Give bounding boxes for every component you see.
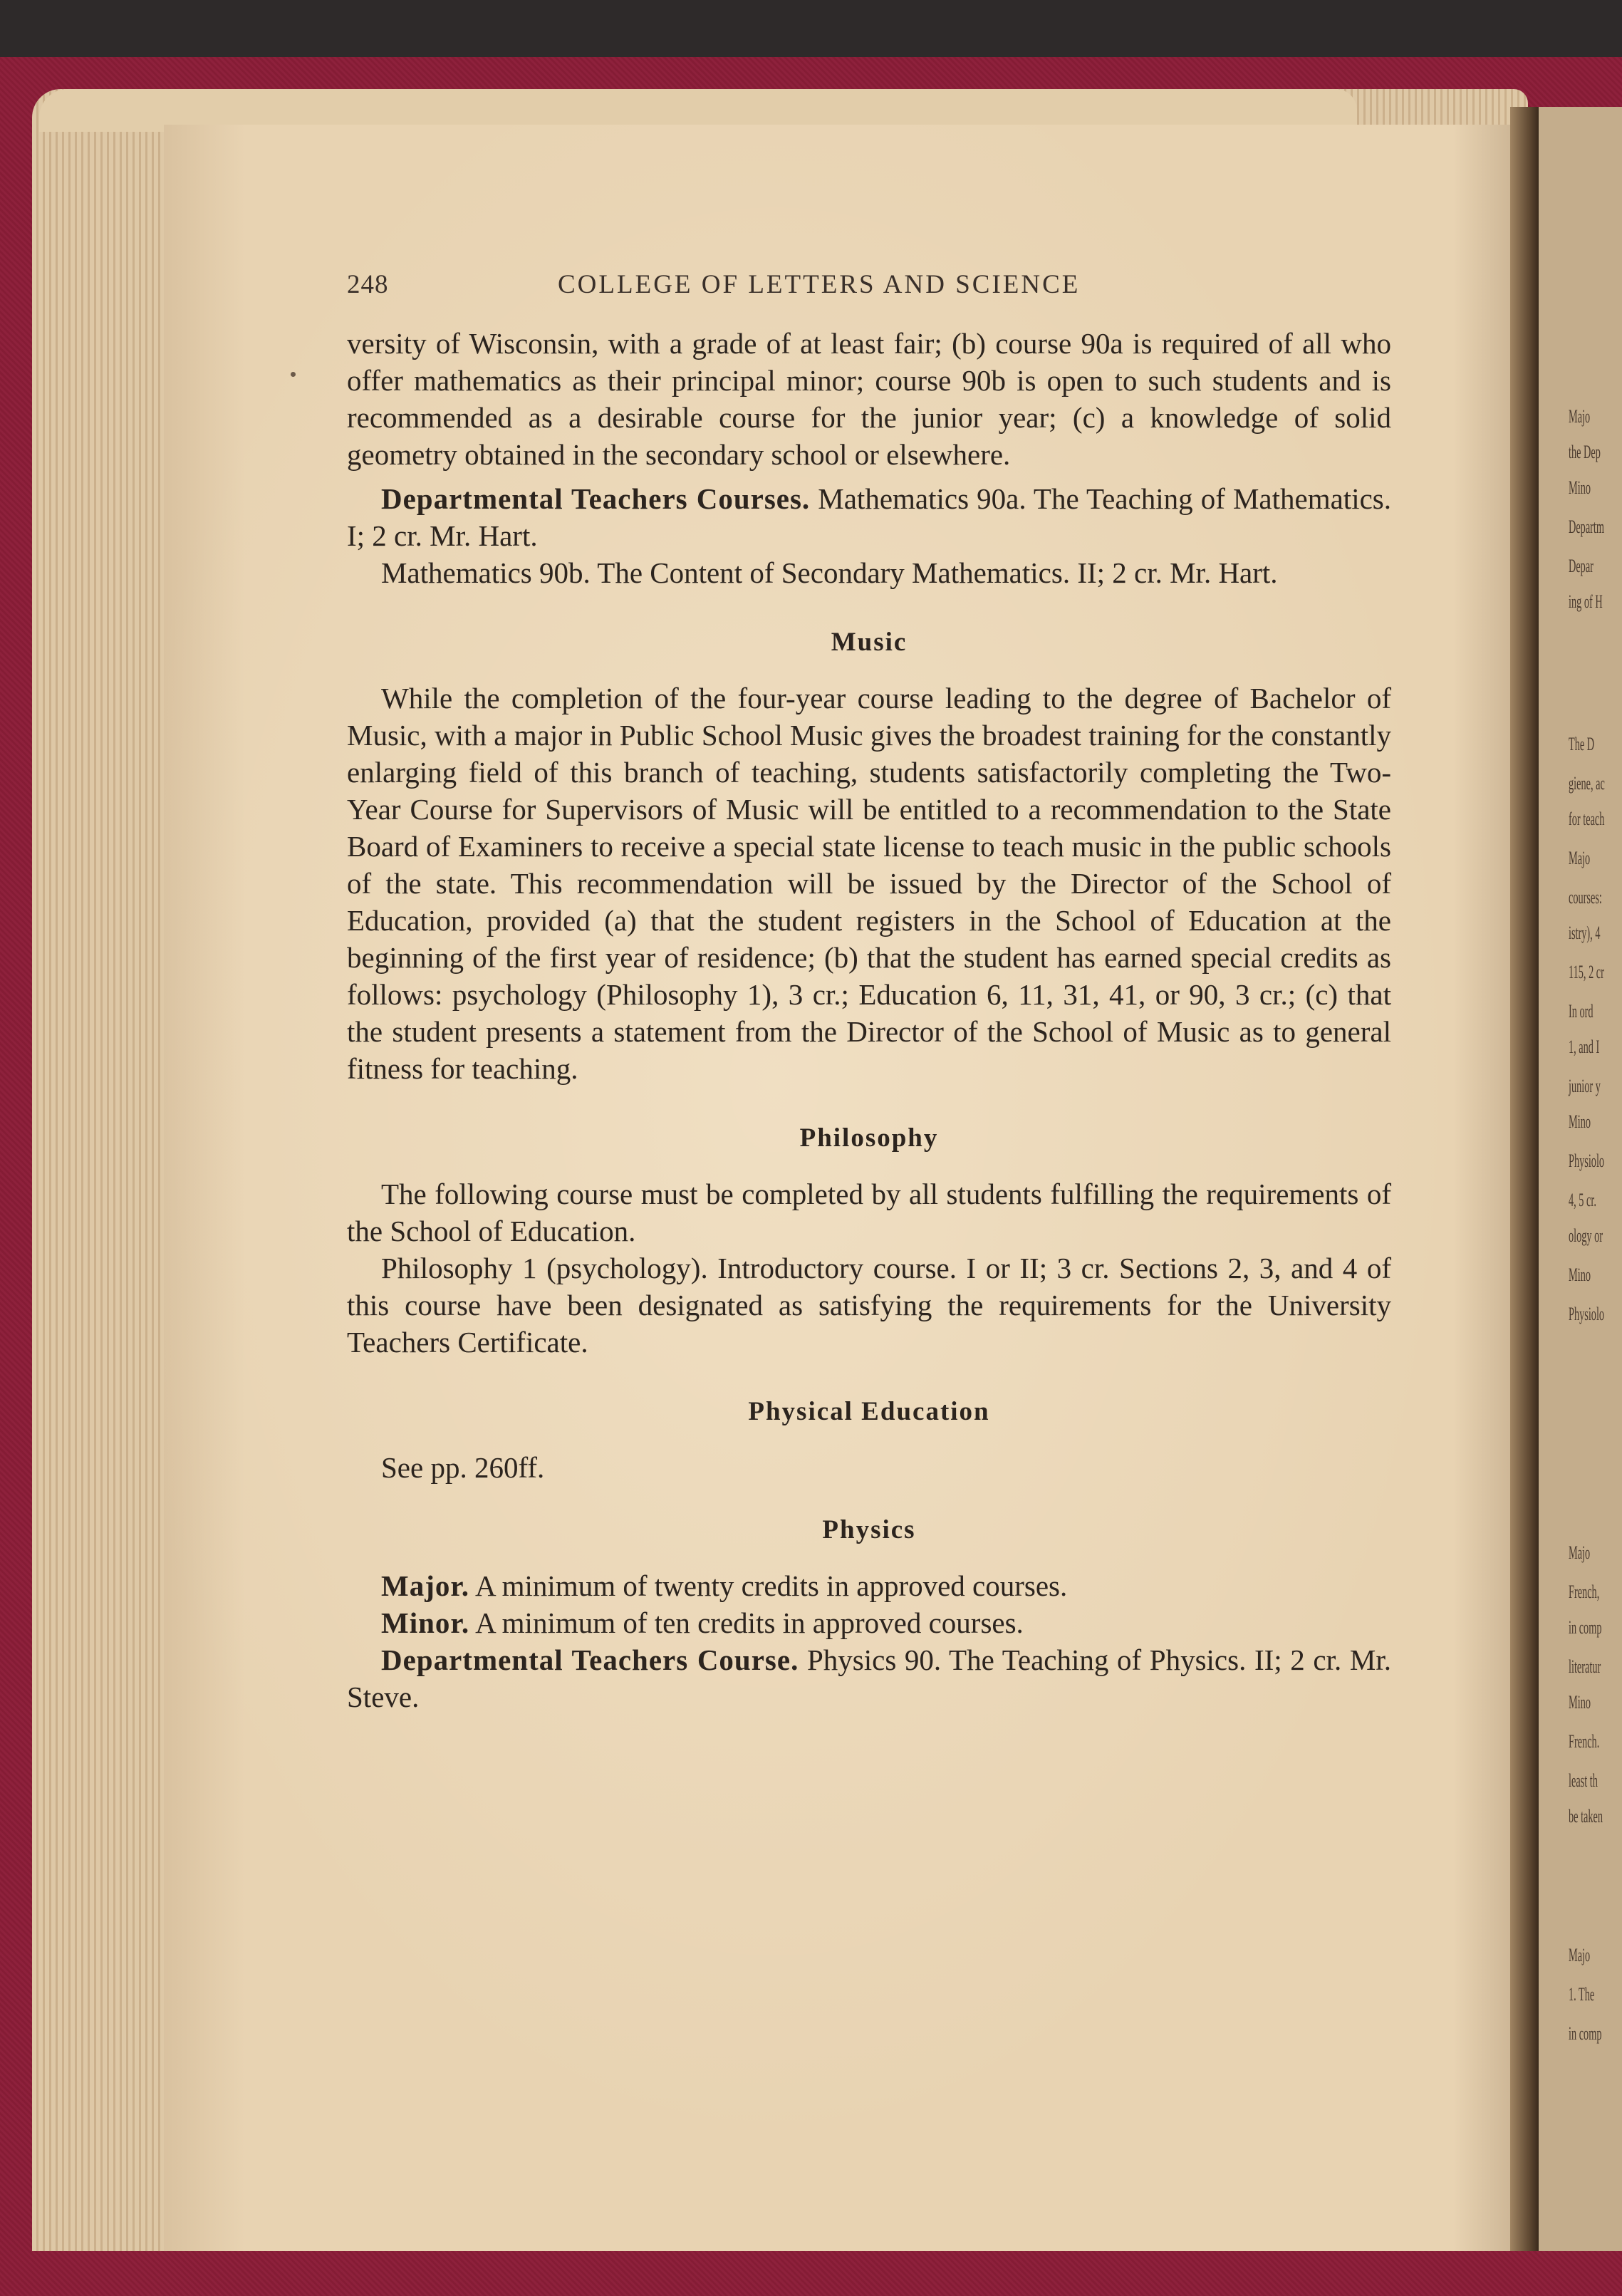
mathematics-90b: Mathematics 90b. The Content of Secondary Mathematics. II; 2 cr. Mr. Hart. [381, 556, 1278, 589]
facing-fragment: French. [1569, 1731, 1600, 1752]
facing-fragment: Mino [1569, 1111, 1591, 1132]
physics-minor-text: A minimum of ten credits in approved courses. [469, 1606, 1024, 1639]
physical-education-heading: Physical Education [748, 1397, 990, 1426]
facing-fragment: Majo [1569, 848, 1591, 868]
running-head [347, 269, 1391, 312]
physics-minor [347, 1604, 1391, 1641]
book-gutter [1510, 107, 1539, 2251]
facing-fragment: Mino [1569, 477, 1591, 498]
physics-teachers-text: Physics 90. The Teaching of Physics. II; 2 cr. Mr. Steve. [347, 1643, 1392, 1713]
facing-fragment: French, [1569, 1581, 1600, 1602]
physics-major-text: A minimum of twenty credits in approved courses. [469, 1569, 1068, 1602]
facing-fragment: In ord [1569, 1001, 1594, 1022]
facing-fragment: least th [1569, 1770, 1598, 1791]
running-head-title: COLLEGE OF LETTERS AND SCIENCE [558, 270, 1081, 299]
facing-fragment: giene, ac [1569, 773, 1605, 794]
teachers-courses-label: Departmental Teachers Courses. [381, 482, 811, 515]
facing-fragment: 115, 2 cr [1569, 962, 1604, 982]
facing-fragment: literatur [1569, 1656, 1601, 1677]
physics-teachers-label: Departmental Teachers Course. [381, 1643, 799, 1676]
facing-fragment: in comp [1569, 2023, 1602, 2044]
facing-fragment: The D [1569, 734, 1595, 754]
facing-fragment: Majo [1569, 406, 1591, 427]
facing-fragment: ing of H [1569, 591, 1603, 612]
physics-major [347, 1567, 1391, 1604]
physical-education-body: See pp. 260ff. [381, 1451, 545, 1484]
facing-fragment: be taken [1569, 1806, 1603, 1827]
mathematics-continuation: versity of Wisconsin, with a grade of at least fair; (b) course 90a is required of all who offer mathematics as their principal minor; course 90b is open to such students and is recommended as a desirable course for the junior year; (c) a knowledge of solid geometry obtained in the secondary school or elsewhere. [347, 327, 1391, 471]
facing-fragment: Departm [1569, 516, 1605, 537]
philosophy-course: Philosophy 1 (psychology). Introductory course. I or II; 3 cr. Sections 2, 3, and 4 of this course have been designated as satisfying the requirements for the University Teachers Certificate. [347, 1252, 1391, 1359]
facing-fragment: Mino [1569, 1692, 1591, 1713]
facing-fragment: Mino [1569, 1264, 1591, 1285]
facing-fragment: for teach [1569, 809, 1605, 829]
facing-fragment: 4, 5 cr. [1569, 1190, 1596, 1210]
teachers-courses-text: Mathematics 90a. The Teaching of Mathematics. I; 2 cr. Mr. Hart. [347, 482, 1391, 552]
facing-fragment: ology or [1569, 1225, 1603, 1246]
mathematics-teachers-courses [347, 480, 1391, 554]
facing-fragment: Majo [1569, 1945, 1591, 1965]
facing-fragment: 1, and I [1569, 1037, 1600, 1057]
philosophy-intro: The following course must be completed by all students fulfilling the requirements of the School of Education. [347, 1178, 1391, 1247]
philosophy-heading: Philosophy [799, 1123, 939, 1153]
physics-minor-label: Minor. [381, 1606, 470, 1639]
music-body: While the completion of the four-year course leading to the degree of Bachelor of Music, with a major in Public School Music gives the broadest training for the constantly enlarging field of this branch of teaching, students satisfactorily completing the Two-Year Course for Supervisors of Music will be entitled to a recommendation to the State Board of Examiners to receive a special state license to teach music in the public schools of the state. This recommendation will be issued by the Director of the School of Education, provided (a) that the student registers in the School of Education at the beginning of the first year of residence; (b) that the student has earned special credits as follows: psychology (Philosophy 1), 3 cr.; Education 6, 11, 31, 41, or 90, 3 cr.; (c) that the student presents a statement from the Director of the School of Music as to general fitness for teaching. [347, 682, 1391, 1085]
facing-fragment: junior y [1569, 1076, 1601, 1096]
facing-fragment: Physiolo [1569, 1150, 1605, 1171]
facing-fragment: 1. The [1569, 1984, 1595, 2005]
facing-fragment: Depar [1569, 556, 1594, 576]
bullet-mark [291, 372, 296, 377]
facing-fragment: Physiolo [1569, 1304, 1605, 1324]
music-heading: Music [831, 628, 908, 657]
page-text [347, 269, 1391, 1715]
physics-major-label: Major. [381, 1569, 470, 1602]
page-number: 248 [347, 270, 389, 299]
facing-fragment: courses: [1569, 887, 1602, 908]
facing-fragment: the Dep [1569, 442, 1601, 462]
facing-fragment: in comp [1569, 1617, 1602, 1638]
facing-fragment: istry), 4 [1569, 923, 1601, 943]
facing-fragment: Majo [1569, 1542, 1591, 1563]
facing-page [1539, 107, 1622, 2251]
physics-teachers-course [347, 1641, 1391, 1715]
physics-heading: Physics [822, 1515, 916, 1544]
